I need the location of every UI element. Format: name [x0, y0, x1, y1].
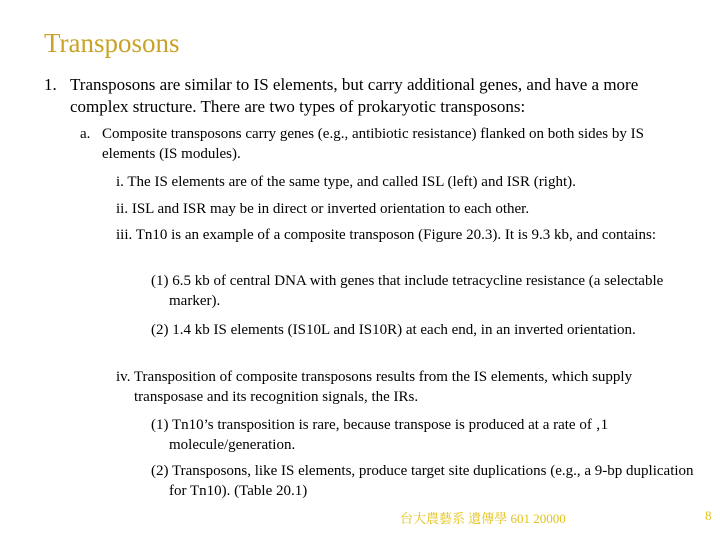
footer-page-number: 8: [705, 508, 712, 523]
point-a-number: a.: [80, 126, 91, 142]
point-a: [80, 124, 690, 164]
point-1-text: Transposons are similar to IS elements, but carry additional genes, and have a more complex structure. There are two types of prokaryotic transposons:: [70, 75, 639, 116]
slide-title: Transposons: [44, 28, 180, 58]
roman-iv: iv. Transposition of composite transposons results from the IS elements, which supply transposase and its recognition signals, the IRs.: [116, 369, 633, 405]
footer-source: 台大農藝系 遺傳學 601 20000: [400, 511, 566, 526]
roman-ii: ii. ISL and ISR may be in direct or inverted orientation to each other.: [116, 201, 530, 217]
iv-item-1: (1) Tn10’s transposition is rare, because transpose is produced at a rate of ‚1 molecule/generation.: [151, 417, 609, 453]
iv-item-2: (2) Transposons, like IS elements, produce target site duplications (e.g., a 9-bp duplication for Tn10). (Table 20.1): [151, 463, 694, 499]
roman-iii: iii. Tn10 is an example of a composite transposon (Figure 20.3). It is 9.3 kb, and contains:: [116, 227, 657, 243]
iii-item-2: (2) 1.4 kb IS elements (IS10L and IS10R) at each end, in an inverted orientation.: [151, 322, 636, 338]
roman-i: i. The IS elements are of the same type, and called ISL (left) and ISR (right).: [116, 174, 576, 190]
point-a-text: Composite transposons carry genes (e.g., antibiotic resistance) flanked on both sides by IS elements (IS modules).: [102, 126, 644, 162]
point-1-number: 1.: [44, 75, 57, 94]
iii-item-1: (1) 6.5 kb of central DNA with genes that include tetracycline resistance (a selectable marker).: [151, 273, 664, 309]
point-1: [44, 74, 684, 118]
